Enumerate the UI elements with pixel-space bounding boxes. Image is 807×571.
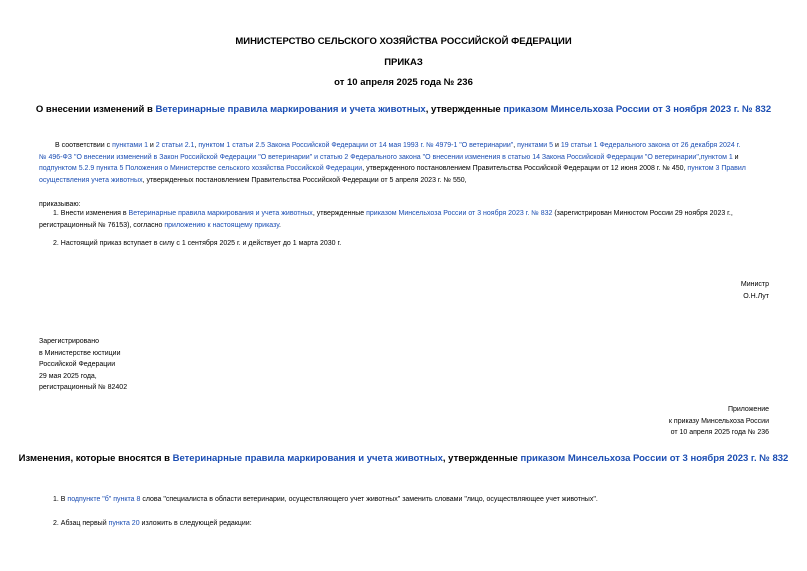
change-item-1 xyxy=(53,494,598,506)
preamble-link[interactable]: подпунктом 5.2.9 пункта 5 Положения о Министерстве сельского хозяйства Российской Федерации xyxy=(39,165,363,173)
preamble-link[interactable]: осуществления учета животных xyxy=(39,176,143,184)
changes-title-link-vet-rules[interactable]: Ветеринарные правила маркирования и учета животных xyxy=(172,453,443,464)
preamble-text: В соответствии с xyxy=(55,142,113,149)
appendix-label: Приложение xyxy=(727,406,769,413)
preamble-text: , утвержденного постановлением Правительства Российской Федерации от 12 июня 2008 г. № 450, xyxy=(362,165,688,173)
preamble-text: , утвержденных постановлением Правительства Российской Федерации от 5 апреля 2023 г. № 550, xyxy=(142,176,467,184)
preamble-text: , xyxy=(513,142,518,149)
preamble-text: и xyxy=(553,142,561,149)
order-item-2: 2. Настоящий приказ вступает в силу с 1 сентября 2025 г. и действует до 1 марта 2030 г. xyxy=(53,240,342,247)
change2-text: изложить в следующей редакции: xyxy=(139,520,252,527)
registration-block xyxy=(39,336,127,394)
document-date-number: от 10 апреля 2025 года № 236 xyxy=(334,77,473,88)
change1-text: 1. В xyxy=(53,496,68,503)
appendix-date: от 10 апреля 2025 года № 236 xyxy=(670,429,769,437)
preamble-link[interactable]: 19 статьи 1 Федерального закона от 26 декабря 2024 г. xyxy=(560,142,741,149)
title-link-order-832[interactable]: приказом Минсельхоза России от 3 ноября 2023 г. № 832 xyxy=(503,104,772,115)
change1-text: слова "специалиста в области ветеринарии, осуществляющего учет животных" заменить словами "лицо, осуществляющее учет животных". xyxy=(140,496,598,503)
preamble-line-4 xyxy=(39,175,774,187)
order-title xyxy=(0,104,807,115)
order-item-1 xyxy=(39,208,774,231)
preamble-text: и xyxy=(732,153,739,161)
item1-line-1 xyxy=(39,208,774,220)
title-prefix: О внесении изменений в xyxy=(35,104,156,115)
preamble-text: и xyxy=(147,142,156,149)
preamble-link[interactable]: пунктом 3 Правил xyxy=(687,165,746,173)
change1-link[interactable]: подпункте "б" пункта 8 xyxy=(67,496,141,503)
changes-title xyxy=(0,453,807,464)
changes-title-link-order-832[interactable]: приказом Минсельхоза России от 3 ноября 2023 г. № 832 xyxy=(520,453,789,464)
preamble xyxy=(39,140,774,186)
preamble-line-2 xyxy=(39,152,774,164)
registration-line: Российской Федерации xyxy=(39,361,116,369)
change-item-2 xyxy=(53,518,252,530)
change2-link[interactable]: пункта 20 xyxy=(108,520,140,527)
item1-text: регистрационный № 76153), согласно xyxy=(39,221,165,229)
change2-text: 2. Абзац первый xyxy=(53,520,109,527)
registration-line: Зарегистрировано xyxy=(39,338,99,345)
preamble-text: , xyxy=(698,153,701,161)
title-middle: , утвержденные xyxy=(425,104,504,115)
signature-position: Министр xyxy=(740,281,769,288)
preamble-line-3 xyxy=(39,163,774,175)
item1-link-vet-rules[interactable]: Ветеринарные правила маркирования и учета животных xyxy=(128,210,313,217)
item1-text: . xyxy=(279,221,281,229)
appendix-block xyxy=(669,404,769,439)
preamble-link[interactable]: пунктами 1 xyxy=(112,142,148,149)
appendix-ref: к приказу Минсельхоза России xyxy=(668,417,769,425)
item1-link-appendix[interactable]: приложению к настоящему приказу xyxy=(164,221,280,229)
changes-title-prefix: Изменения, которые вносятся в xyxy=(18,453,173,464)
title-link-vet-rules[interactable]: Ветеринарные правила маркирования и учета животных xyxy=(155,104,426,115)
item1-text: 1. Внести изменения в xyxy=(53,210,129,217)
preamble-link[interactable]: пунктом 1 xyxy=(700,153,733,161)
item1-text: (зарегистрирован Минюстом России 29 ноября 2023 г., xyxy=(552,210,733,217)
signature-name: О.Н.Лут xyxy=(743,292,769,300)
orders-word: приказываю: xyxy=(39,201,81,208)
item1-text: , утвержденные xyxy=(312,210,367,217)
item1-line-2 xyxy=(39,220,774,232)
preamble-link[interactable]: 2 статьи 2.1 xyxy=(155,142,195,149)
registration-line: 29 мая 2025 года, xyxy=(39,372,97,380)
preamble-text: , xyxy=(194,142,199,149)
ministry-name: МИНИСТЕРСТВО СЕЛЬСКОГО ХОЗЯЙСТВА РОССИЙСКОЙ ФЕДЕРАЦИИ xyxy=(235,36,572,47)
registration-line: регистрационный № 82402 xyxy=(39,384,128,392)
signature-block xyxy=(741,279,769,302)
document-type: ПРИКАЗ xyxy=(384,57,423,68)
changes-title-middle: , утвержденные xyxy=(442,453,521,464)
registration-line: в Министерстве юстиции xyxy=(39,349,121,357)
preamble-link[interactable]: пунктом 1 статьи 2.5 Закона Российской Федерации от 14 мая 1993 г. № 4979-1 "О ветеринарии" xyxy=(198,142,514,149)
preamble-link[interactable]: № 496-ФЗ "О внесении изменений в Закон Российской Федерации "О ветеринарии" и статью 2 Федерального закона "О внесении изменения в статью 14 Закона Российской Федерации "О ветеринарии" xyxy=(39,153,699,161)
preamble-line-1 xyxy=(39,140,774,152)
preamble-link[interactable]: пунктами 5 xyxy=(517,142,554,149)
item1-link-order-832[interactable]: приказом Минсельхоза России от 3 ноября 2023 г. № 832 xyxy=(366,210,553,217)
